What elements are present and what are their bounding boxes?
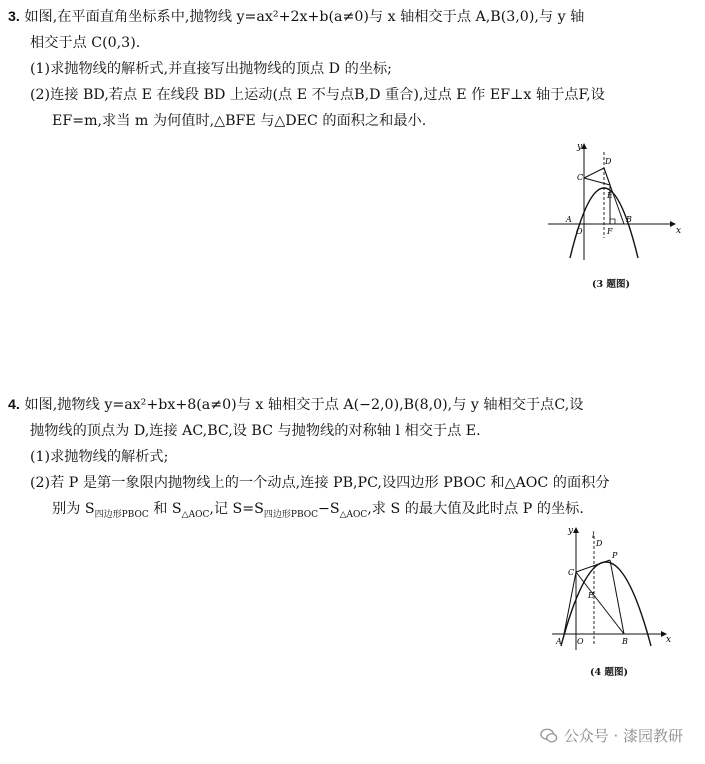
problem-4 <box>8 392 698 522</box>
segment-BC <box>576 572 624 634</box>
problem-4-stem: 如图,抛物线 y=ax²+bx+8(a≠0)与 x 轴相交于点 A(−2,0),B(8,0),与 y 轴相交于点C,设 <box>24 397 584 413</box>
right-angle-mark <box>610 219 615 224</box>
segment-CD <box>584 168 604 178</box>
problem-3-figure <box>540 138 690 268</box>
label-C: C <box>568 568 575 577</box>
label-D: D <box>605 157 612 166</box>
problem-3-part-2-cont: EF=m,求当 m 为何值时,△BFE 与△DEC 的面积之和最小. <box>52 113 427 129</box>
problem-4-line-1 <box>8 392 698 418</box>
problem-3-stem: 如图,在平面直角坐标系中,抛物线 y=ax²+2x+b(a≠0)与 x 轴相交于点 A,B(3,0),与 y 轴 <box>24 9 585 25</box>
label-y: y <box>568 526 574 536</box>
wechat-icon <box>540 727 558 745</box>
segment-CE <box>584 178 610 185</box>
label-l: l <box>592 531 595 540</box>
label-x: x <box>666 635 672 645</box>
problem-3-line-1 <box>8 4 698 30</box>
label-y: y <box>577 142 583 152</box>
parabola <box>561 562 651 646</box>
label-E: E <box>607 191 613 200</box>
problem-4-figure <box>548 524 678 654</box>
problem-4-part-2-cont: 别为 $S_{四边形PBOC}$ 和 $S_{\triangle AOC}$,记 $S=S_{四边形PBOC}-S_{\triangle AOC}$,求 S 的最大值及此时点 P 的坐标. <box>52 501 584 520</box>
label-O: O <box>576 227 583 236</box>
problem-3-part-1: (1)求抛物线的解析式,并直接写出抛物线的顶点 D 的坐标; <box>30 61 392 77</box>
label-F: F <box>607 227 613 236</box>
watermark-text: 公众号 · 漆园教研 <box>563 727 683 745</box>
label-D: D <box>596 539 603 548</box>
label-E: E <box>588 591 594 600</box>
label-C: C <box>577 173 584 182</box>
label-B: B <box>626 215 632 224</box>
problem-3 <box>8 4 698 134</box>
problem-4-part-1: (1)求抛物线的解析式; <box>30 449 169 465</box>
problem-3-caption: (3 题图) <box>592 279 630 290</box>
label-A: A <box>556 637 562 646</box>
problem-3-line-2: 相交于点 C(0,3). <box>30 35 141 51</box>
watermark <box>540 725 683 746</box>
label-A: A <box>566 215 572 224</box>
problem-4-part-2: (2)若 P 是第一象限内抛物线上的一个动点,连接 PB,PC,设四边形 PBOC 和△AOC 的面积分 <box>30 475 610 491</box>
problem-3-number: 3. <box>8 9 20 25</box>
problem-4-caption: (4 题图) <box>590 667 628 678</box>
segment-DE <box>604 168 610 185</box>
problem-4-number: 4. <box>8 397 20 413</box>
label-B: B <box>622 637 628 646</box>
label-P: P <box>612 551 618 560</box>
segment-PC <box>576 560 610 572</box>
segment-PB <box>610 560 624 634</box>
problem-3-part-2: (2)连接 BD,若点 E 在线段 BD 上运动(点 E 不与点B,D 重合),过点 E 作 EF⊥x 轴于点F,设 <box>30 87 605 103</box>
label-x: x <box>676 226 682 236</box>
label-O: O <box>577 637 584 646</box>
problem-4-line-2: 抛物线的顶点为 D,连接 AC,BC,设 BC 与抛物线的对称轴 l 相交于点 E. <box>30 423 481 439</box>
